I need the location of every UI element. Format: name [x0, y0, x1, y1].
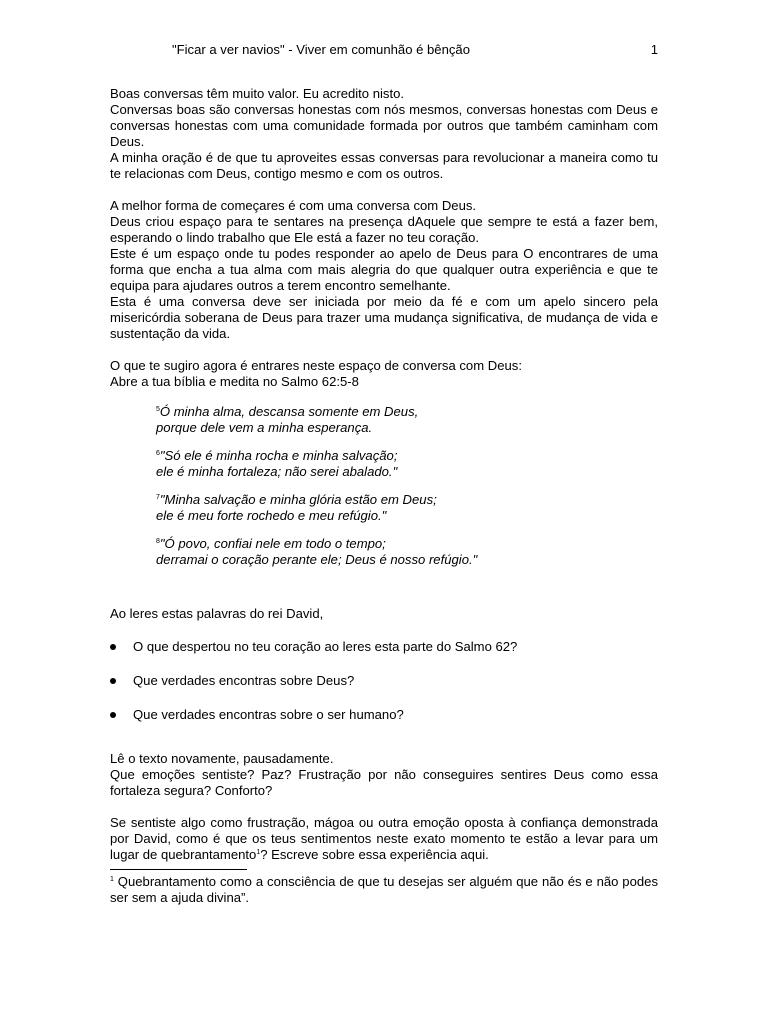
list-item: O que despertou no teu coração ao leres esta parte do Salmo 62? [110, 639, 658, 655]
verse-line: "Só ele é minha rocha e minha salvação; [159, 448, 398, 463]
question-list [110, 639, 658, 723]
footnote-divider [110, 869, 247, 870]
intro-paragraph-3: A minha oração é de que tu aproveites essas conversas para revolucionar a maneira como tu te relacionas com Deus, contigo mesmo e com os outros. [110, 150, 658, 181]
footnote-number: 1 [110, 876, 114, 883]
section2-paragraph-3: Este é um espaço onde tu podes responder ao apelo de Deus para O encontrares de uma forma que encha a tua alma com mais alegria do que qualquer outra experiência e que te equipa para ajudares outros a terem encontro semelhante. [110, 246, 658, 293]
header-title: "Ficar a ver navios" - Viver em comunhão é bênção [172, 42, 470, 57]
list-item: Que verdades encontras sobre o ser humano? [110, 707, 658, 723]
verse-line: derramai o coração perante ele; Deus é nosso refúgio." [156, 552, 478, 567]
section2-paragraph-1: A melhor forma de começares é com uma conversa com Deus. [110, 198, 477, 213]
verse-line: porque dele vem a minha esperança. [156, 420, 373, 435]
bullet-icon [110, 712, 116, 718]
document-body [110, 86, 658, 906]
verse-number: 7 [156, 494, 160, 501]
footnote [110, 874, 658, 906]
verse-5 [156, 404, 658, 436]
intro-paragraph-1: Boas conversas têm muito valor. Eu acredito nisto. [110, 86, 405, 101]
section6-paragraph: Se sentiste algo como frustração, mágoa ou outra emoção oposta à confiança demonstrada por David, como é que os teus sentimentos neste exato momento te estão a levar para um lugar de quebrantamento$^1$? Escreve sobre essa experiência aqui. [110, 815, 658, 862]
section2-paragraph-2: Deus criou espaço para te sentares na presença dAquele que sempre te está a fazer bem, esperando o lindo trabalho que Ele está a fazer no teu coração. [110, 214, 658, 245]
section4-lead: Ao leres estas palavras do rei David, [110, 606, 324, 621]
verse-7 [156, 492, 658, 524]
verse-line: ele é meu forte rochedo e meu refúgio." [156, 508, 387, 523]
section2-paragraph-4: Esta é uma conversa deve ser iniciada por meio da fé e com um apelo sincero pela misericórdia soberana de Deus para trazer uma mudança significativa, de mudança de vida e sustentação da vida. [110, 294, 658, 341]
section5-paragraph-2: Que emoções sentiste? Paz? Frustração por não conseguires sentires Deus como essa fortaleza segura? Conforto? [110, 767, 658, 798]
verse-number: 8 [156, 538, 160, 545]
page-header [110, 42, 658, 60]
bullet-icon [110, 644, 116, 650]
bullet-icon [110, 678, 116, 684]
verse-number: 5 [156, 406, 160, 413]
verse-line: Ó minha alma, descansa somente em Deus, [159, 404, 419, 419]
page-number: 1 [650, 42, 658, 57]
verse-6 [156, 448, 658, 480]
footnote-reference[interactable]: 1 [256, 849, 261, 856]
footnote-text: Quebrantamento como a consciência de que tu desejas ser alguém que não és e não podes ser sem a ajuda divina”. [110, 874, 658, 905]
verse-line: "Minha salvação e minha glória estão em Deus; [159, 492, 437, 507]
intro-paragraph-2: Conversas boas são conversas honestas com nós mesmos, conversas honestas com Deus e conversas honestas com uma comunidade formada por outros que também caminham com Deus. [110, 102, 658, 149]
section3-paragraph-2: Abre a tua bíblia e medita no Salmo 62:5-8 [110, 374, 359, 389]
verse-line: "Ó povo, confiai nele em todo o tempo; [159, 536, 386, 551]
verse-line: ele é minha fortaleza; não serei abalado." [156, 464, 398, 479]
psalm-quote [156, 404, 658, 568]
list-item: Que verdades encontras sobre Deus? [110, 673, 658, 689]
verse-number: 6 [156, 450, 160, 457]
verse-8 [156, 536, 658, 568]
section5-paragraph-1: Lê o texto novamente, pausadamente. [110, 751, 334, 766]
section3-paragraph-1: O que te sugiro agora é entrares neste espaço de conversa com Deus: [110, 358, 522, 373]
